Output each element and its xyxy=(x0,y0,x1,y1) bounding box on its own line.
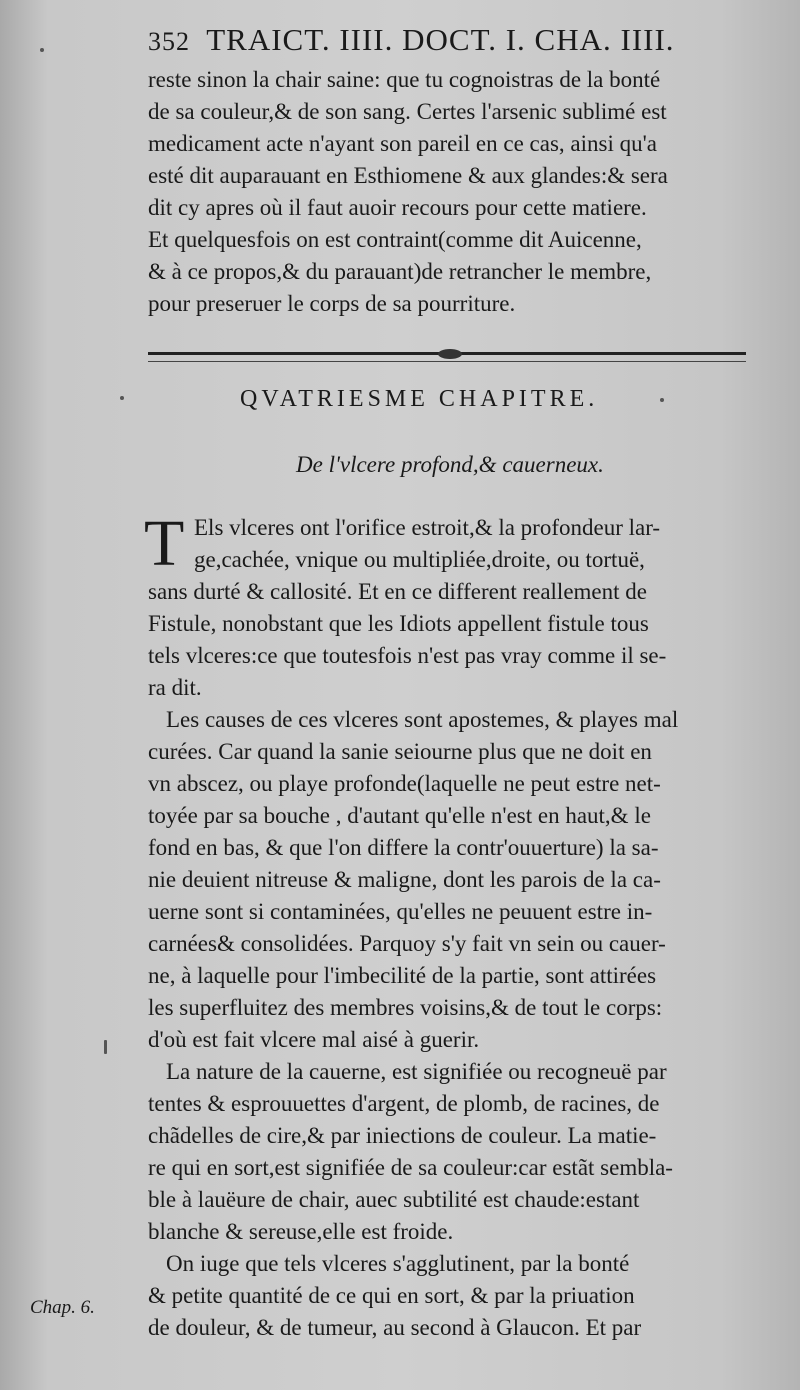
text-line: & petite quantité de ce qui en sort, & par la priuation xyxy=(148,1283,635,1308)
chapter-body xyxy=(144,507,753,1344)
text-line: ge,cachée, vnique ou multipliée,droite, ou tortuë, xyxy=(194,547,645,572)
text-line: La nature de la cauerne, est signifiée ou recogneuë par xyxy=(166,1059,667,1084)
text-line: tels vlceres:ce que toutesfois n'est pas vray comme il se- xyxy=(148,643,667,668)
text-line: medicament acte n'ayant son pareil en ce cas, ainsi qu'a xyxy=(148,131,657,156)
text-line: reste sinon la chair saine: que tu cognoistras de la bonté xyxy=(148,67,661,92)
text-line: fond en bas, & que l'on differe la contr'ouuerture) la sa- xyxy=(148,835,659,860)
drop-cap: T xyxy=(144,507,185,580)
text-line: nie deuient nitreuse & maligne, dont les parois de la ca- xyxy=(148,867,661,892)
text-line: re qui en sort,est signifiée de sa couleur:car estãt sembla- xyxy=(148,1155,673,1180)
text-line: uerne sont si contaminées, qu'elles ne peuuent estre in- xyxy=(148,899,653,924)
chapter-subtitle: De l'vlcere profond,& cauerneux. xyxy=(296,452,604,477)
text-line: de douleur, & de tumeur, au second à Glaucon. Et par xyxy=(148,1315,642,1340)
rule-ornament xyxy=(438,349,462,359)
text-line: ne, à laquelle pour l'imbecilité de la partie, sont attirées xyxy=(148,963,657,988)
text-line: vn abscez, ou playe profonde(laquelle ne peut estre net- xyxy=(148,771,661,796)
continued-paragraph xyxy=(148,64,753,320)
text-line: ra dit. xyxy=(148,675,202,700)
text-line: Fistule, nonobstant que les Idiots appellent fistule tous xyxy=(148,611,649,636)
text-line: d'où est fait vlcere mal aisé à guerir. xyxy=(148,1027,480,1052)
text-line: curées. Car quand la sanie seiourne plus que ne doit en xyxy=(148,739,652,764)
text-line: chãdelles de cire,& par iniections de couleur. La matie- xyxy=(148,1123,657,1148)
ink-speck xyxy=(660,398,664,402)
text-line: les superfluitez des membres voisins,& de tout le corps: xyxy=(148,995,663,1020)
text-line: ble à lauëure de chair, auec subtilité est chaude:estant xyxy=(148,1187,640,1212)
text-line: toyée par sa bouche , d'autant qu'elle n'est en haut,& le xyxy=(148,803,651,828)
ink-speck xyxy=(40,48,44,52)
text-line: & à ce propos,& du parauant)de retrancher le membre, xyxy=(148,259,652,284)
text-line: pour preseruer le corps de sa pourriture. xyxy=(148,291,516,316)
text-line: blanche & sereuse,elle est froide. xyxy=(148,1219,454,1244)
ornamental-rule xyxy=(148,352,746,362)
ink-speck xyxy=(104,1040,107,1054)
text-line: Et quelquesfois on est contraint(comme dit Auicenne, xyxy=(148,227,642,252)
text-line: de sa couleur,& de son sang. Certes l'arsenic sublimé est xyxy=(148,99,667,124)
text-line: On iuge que tels vlceres s'agglutinent, par la bonté xyxy=(166,1251,630,1276)
running-title: TRAICT. IIII. DOCT. I. CHA. IIII. xyxy=(206,22,675,57)
text-line: Els vlceres ont l'orifice estroit,& la profondeur lar- xyxy=(194,515,661,540)
text-line: tentes & esprouuettes d'argent, de plomb, de racines, de xyxy=(148,1091,660,1116)
chapter-title: QVATRIESME CHAPITRE. xyxy=(240,386,599,412)
ink-speck xyxy=(120,396,124,400)
text-line: Les causes de ces vlceres sont apostemes, & playes mal xyxy=(166,707,679,732)
running-head xyxy=(148,22,748,58)
text-line: esté dit auparauant en Esthiomene & aux glandes:& sera xyxy=(148,163,668,188)
page-number: 352 xyxy=(148,27,190,56)
text-line: dit cy apres où il faut auoir recours pour cette matiere. xyxy=(148,195,647,220)
margin-note: Chap. 6. xyxy=(30,1297,95,1318)
text-line: carnées& consolidées. Parquoy s'y fait vn sein ou cauer- xyxy=(148,931,666,956)
text-line: sans durté & callosité. Et en ce different reallement de xyxy=(148,579,647,604)
